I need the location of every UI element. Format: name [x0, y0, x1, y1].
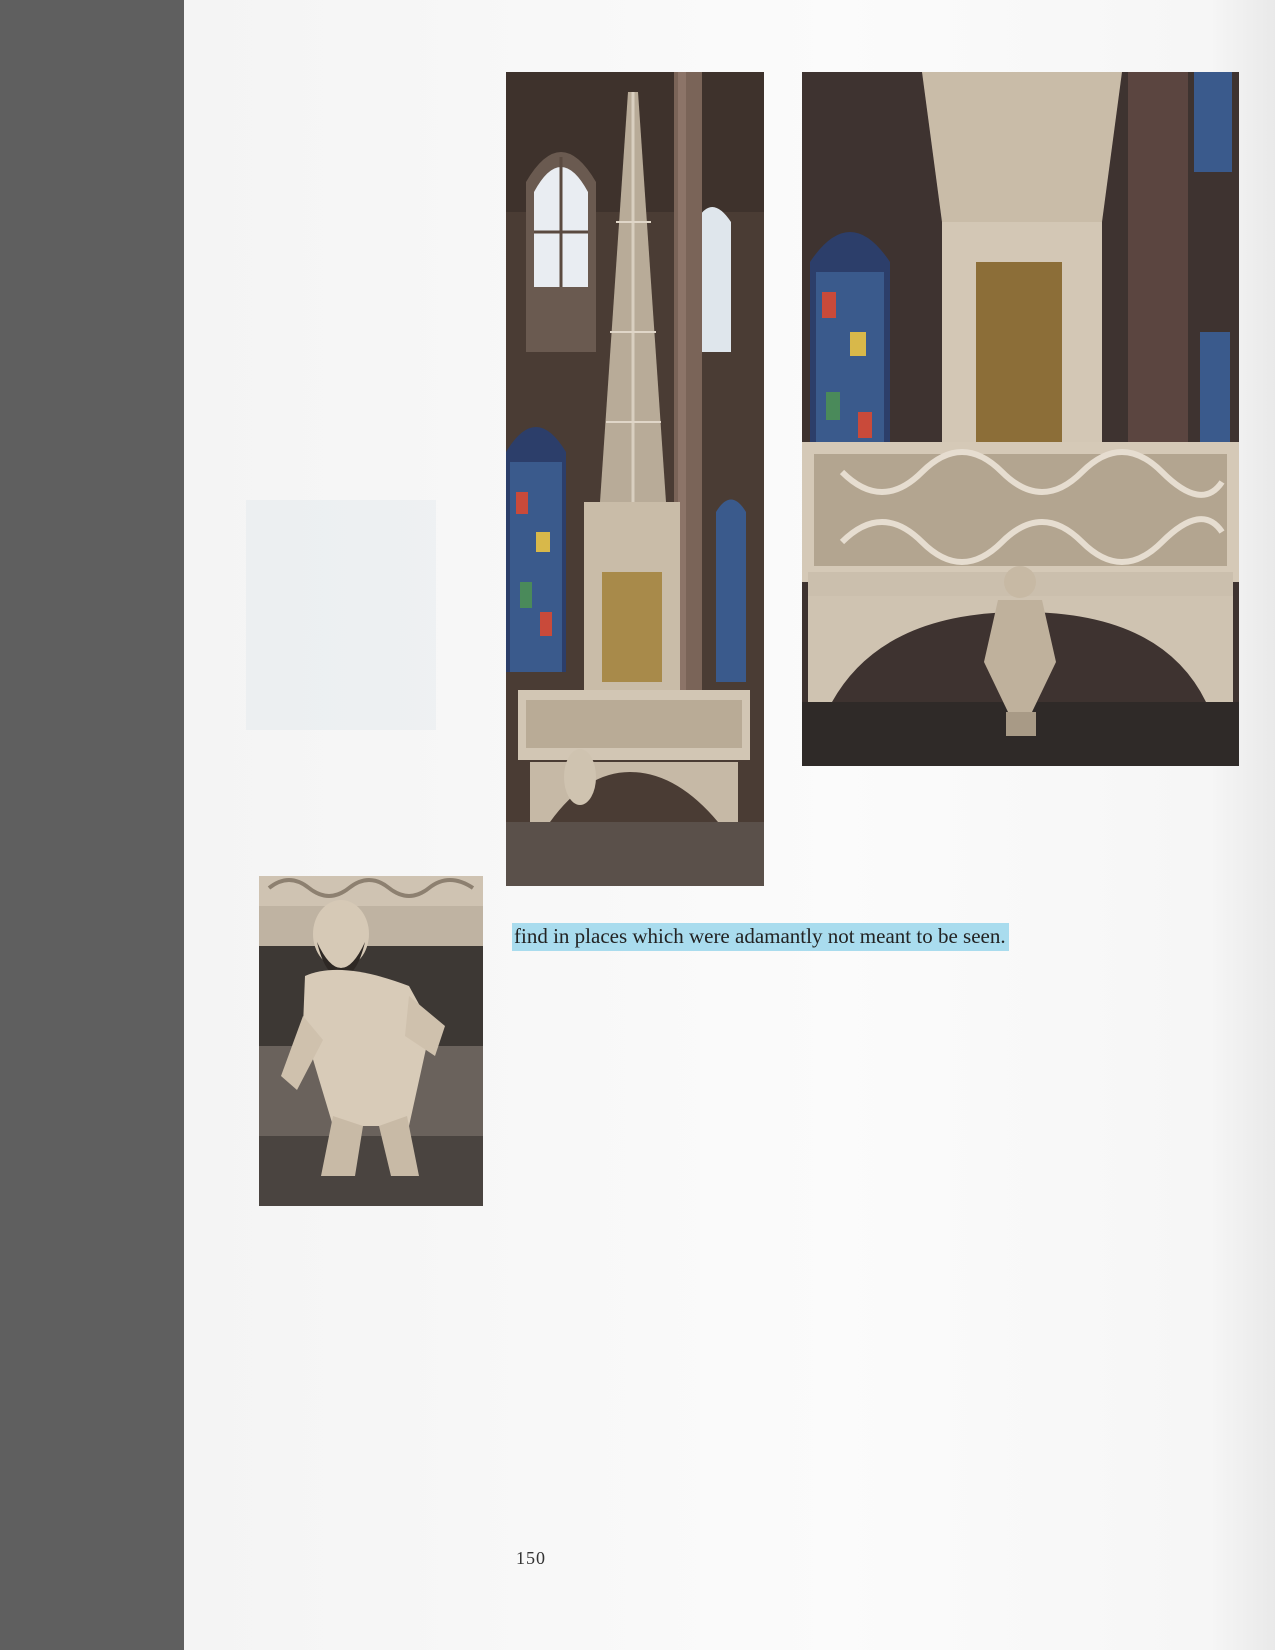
page-number: 150 — [516, 1548, 546, 1568]
caption-text — [512, 924, 1009, 949]
tower-illustration — [506, 72, 764, 886]
balcony-illustration — [802, 72, 1239, 766]
highlighted-sentence: find in places which were adamantly not meant to be seen. — [512, 923, 1009, 951]
photo-tabernacle-tower — [506, 72, 764, 886]
reverse-side-show-through — [246, 500, 436, 730]
photo-bearded-figure — [259, 876, 483, 1206]
book-page — [184, 0, 1275, 1650]
photo-balcony-base — [802, 72, 1239, 766]
figure-illustration — [259, 876, 483, 1206]
